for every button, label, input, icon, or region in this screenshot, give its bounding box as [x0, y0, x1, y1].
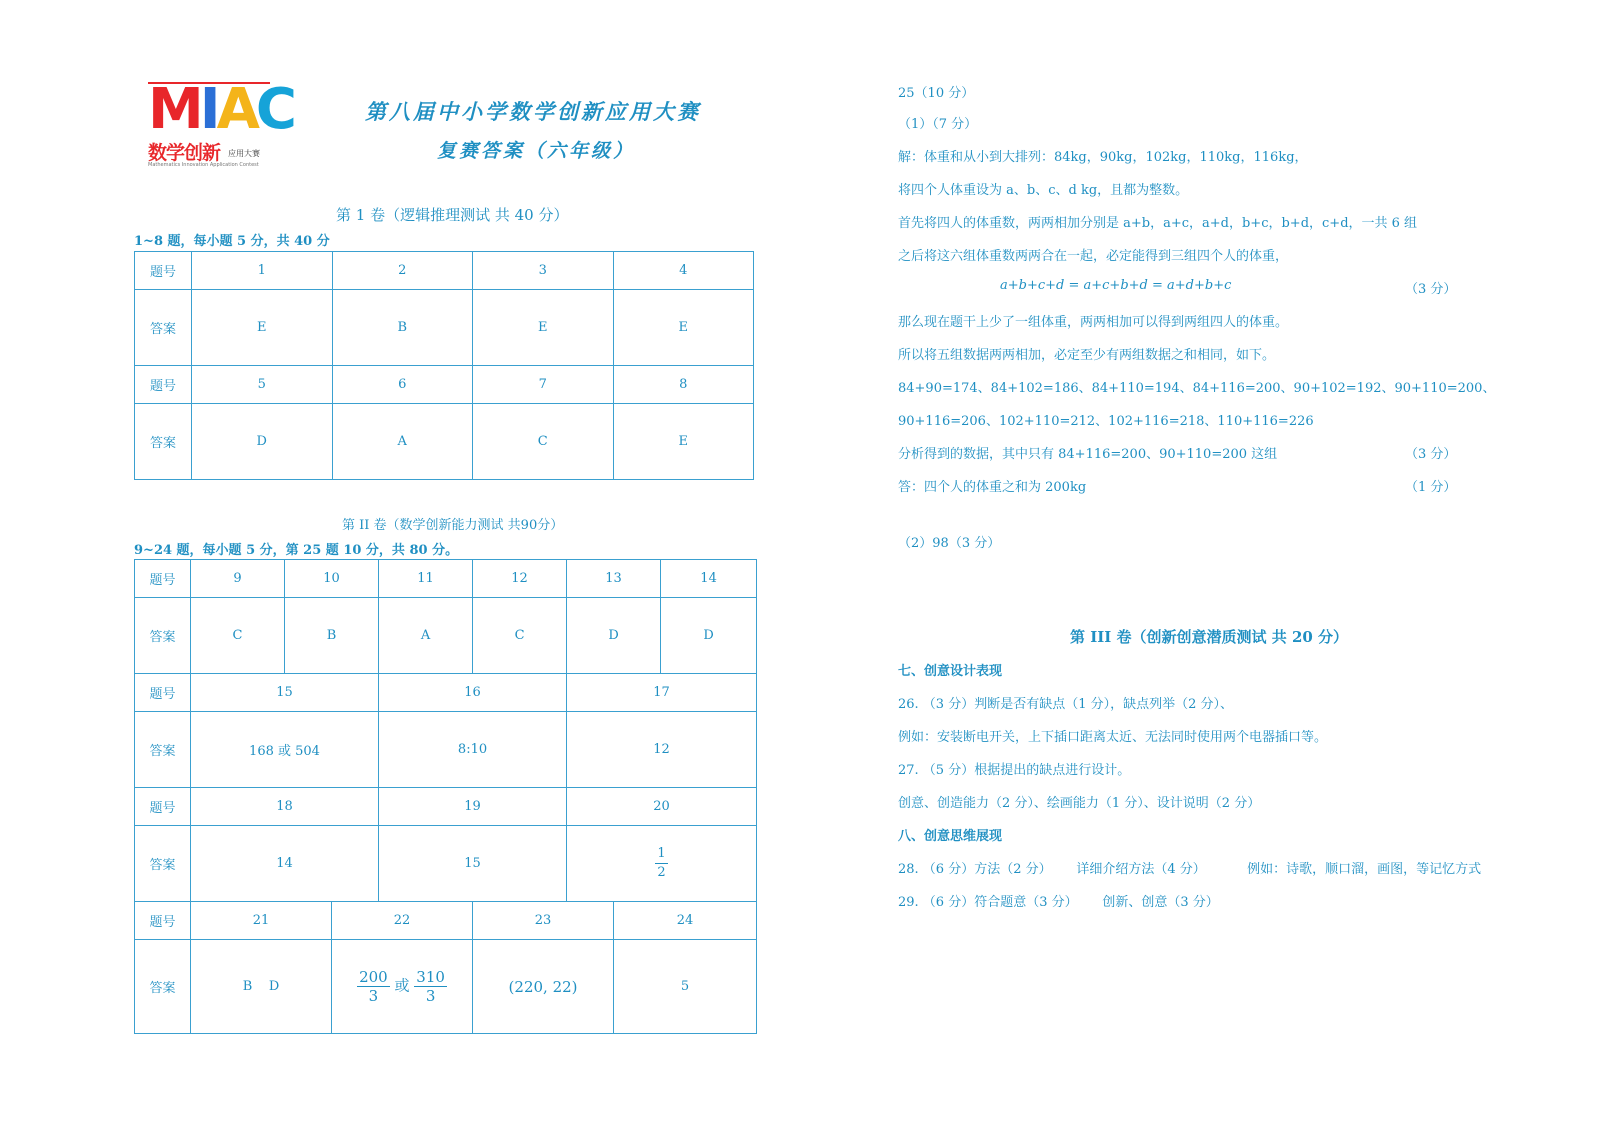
cell-a: B D — [191, 940, 332, 1034]
table-row — [135, 598, 757, 674]
solution-line: 90+116=206、102+110=212、102+116=218、110+116=226 — [898, 414, 1314, 429]
cell-q: 11 — [379, 560, 473, 598]
label-question: 题号 — [135, 902, 191, 940]
cell-q: 8 — [613, 366, 754, 404]
cell-a: D — [661, 598, 757, 674]
answer-line: 例如：安装断电开关，上下插口距离太近、无法同时使用两个电器插口等。 — [898, 730, 1328, 745]
label-question: 题号 — [135, 788, 191, 826]
contest-logo — [148, 77, 294, 170]
solution-line: 分析得到的数据，其中只有 84+116=200、90+110=200 这组 — [898, 447, 1278, 462]
table-row — [135, 560, 757, 598]
cell-a: D — [192, 404, 333, 480]
label-question: 题号 — [135, 366, 192, 404]
cell-q: 19 — [379, 788, 567, 826]
cell-q: 13 — [567, 560, 661, 598]
solution-line: 将四个人体重设为 a、b、c、d kg，且都为整数。 — [898, 183, 1189, 198]
answer-line: 26. （3 分）判断是否有缺点（1 分），缺点列举（2 分）、 — [898, 697, 1234, 712]
cell-a: B — [285, 598, 379, 674]
part1-table — [134, 251, 754, 480]
table-row — [135, 826, 757, 902]
cell-a: 8:10 — [379, 712, 567, 788]
answer-line: 29. （6 分）符合题意（3 分） 创新、创意（3 分） — [898, 895, 1219, 910]
table-row — [135, 712, 757, 788]
cell-a-fraction — [332, 940, 473, 1034]
cell-q: 6 — [332, 366, 473, 404]
part3-heading: 第 III 卷（创新创意潜质测试 共 20 分） — [1070, 628, 1349, 646]
page-title: 第八届中小学数学创新应用大赛 — [365, 99, 701, 124]
solution-line: 解：体重和从小到大排列：84kg，90kg，102kg，110kg，116kg， — [898, 150, 1308, 165]
cell-q: 20 — [567, 788, 757, 826]
cell-a: C — [191, 598, 285, 674]
cell-a: E — [613, 290, 754, 366]
cell-q: 9 — [191, 560, 285, 598]
label-answer: 答案 — [135, 940, 191, 1034]
numerator: 310 — [416, 968, 445, 986]
label-question: 题号 — [135, 252, 192, 290]
logo-en: Mathematics Innovation Application Contest — [148, 162, 259, 168]
solution-line: 之后将这六组体重数两两合在一起，必定能得到三组四个人的体重， — [898, 249, 1289, 264]
q25-heading: 25（10 分） — [898, 86, 975, 101]
cell-q: 17 — [567, 674, 757, 712]
cell-a: A — [332, 404, 473, 480]
denominator: 3 — [425, 987, 436, 1005]
fraction — [414, 968, 447, 1005]
cell-a-fraction — [567, 826, 757, 902]
table-row — [135, 290, 754, 366]
cell-a: B — [332, 290, 473, 366]
logo-cn-small: 应用大赛 — [228, 149, 260, 158]
cell-a: (220, 22) — [473, 940, 614, 1034]
numerator: 200 — [359, 968, 388, 986]
section-8-heading: 八、创意思维展现 — [898, 829, 1003, 844]
label-answer: 答案 — [135, 404, 192, 480]
part2-subheading: 9~24 题，每小题 5 分，第 25 题 10 分，共 80 分。 — [134, 543, 459, 558]
q25-part2: （2）98（3 分） — [898, 536, 1001, 551]
cell-q: 18 — [191, 788, 379, 826]
solution-line: 首先将四人的体重数，两两相加分别是 a+b，a+c，a+d，b+c，b+d，c+d，一共 6 组 — [898, 216, 1418, 231]
logo-cn: 数学创新 — [148, 142, 221, 164]
answer-line: 创意、创造能力（2 分）、绘画能力（1 分）、设计说明（2 分） — [898, 796, 1261, 811]
label-answer: 答案 — [135, 290, 192, 366]
cell-q: 16 — [379, 674, 567, 712]
label-answer: 答案 — [135, 598, 191, 674]
cell-q: 1 — [192, 252, 333, 290]
cell-q: 4 — [613, 252, 754, 290]
cell-q: 24 — [614, 902, 757, 940]
table-row — [135, 674, 757, 712]
cell-q: 22 — [332, 902, 473, 940]
cell-a: A — [379, 598, 473, 674]
cell-a: 14 — [191, 826, 379, 902]
part1-heading: 第 1 卷（逻辑推理测试 共 40 分） — [336, 206, 569, 224]
part2-heading: 第 II 卷（数学创新能力测试 共90分） — [342, 518, 564, 533]
solution-line: 84+90=174、84+102=186、84+110=194、84+116=200、90+102=192、90+110=200、 — [898, 381, 1496, 396]
cell-q: 15 — [191, 674, 379, 712]
score: （3 分） — [1405, 282, 1457, 297]
denominator: 3 — [368, 987, 379, 1005]
cell-a: D — [567, 598, 661, 674]
cell-a: 5 — [614, 940, 757, 1034]
label-question: 题号 — [135, 674, 191, 712]
answer-line: 28. （6 分）方法（2 分） 详细介绍方法（4 分） 例如：诗歌，顺口溜，画图，等记忆方式 — [898, 862, 1482, 877]
cell-a: E — [473, 290, 614, 366]
table-row — [135, 404, 754, 480]
part2-table — [134, 559, 757, 1034]
cell-q: 3 — [473, 252, 614, 290]
label-answer: 答案 — [135, 712, 191, 788]
table-row — [135, 252, 754, 290]
cell-q: 10 — [285, 560, 379, 598]
cell-a: 168 或 504 — [191, 712, 379, 788]
table-row — [135, 940, 757, 1034]
cell-q: 7 — [473, 366, 614, 404]
q25-part1: （1）（7 分） — [898, 117, 978, 132]
cell-a: E — [613, 404, 754, 480]
cell-a: 12 — [567, 712, 757, 788]
denominator: 2 — [657, 865, 666, 880]
cell-a: 15 — [379, 826, 567, 902]
table-row — [135, 788, 757, 826]
solution-line: 那么现在题干上少了一组体重，两两相加可以得到两组四人的体重。 — [898, 315, 1289, 330]
page-subtitle: 复赛答案（六年级） — [437, 140, 636, 162]
answer-line: 27. （5 分）根据提出的缺点进行设计。 — [898, 763, 1131, 778]
label-question: 题号 — [135, 560, 191, 598]
table-row — [135, 366, 754, 404]
equation: a+b+c+d = a+c+b+d = a+d+b+c — [1000, 278, 1232, 293]
logo-mark: MIAC — [148, 77, 294, 142]
cell-q: 2 — [332, 252, 473, 290]
cell-q: 21 — [191, 902, 332, 940]
cell-q: 23 — [473, 902, 614, 940]
section-7-heading: 七、创意设计表现 — [898, 664, 1003, 679]
score: （1 分） — [1405, 480, 1457, 495]
cell-q: 12 — [473, 560, 567, 598]
table-row — [135, 902, 757, 940]
cell-q: 14 — [661, 560, 757, 598]
fraction — [357, 968, 390, 1005]
numerator: 1 — [655, 845, 667, 864]
cell-a: C — [473, 598, 567, 674]
or-text: 或 — [394, 976, 410, 995]
solution-line: 所以将五组数据两两相加，必定至少有两组数据之和相同，如下。 — [898, 348, 1276, 363]
cell-a: E — [192, 290, 333, 366]
cell-q: 5 — [192, 366, 333, 404]
score: （3 分） — [1405, 447, 1457, 462]
solution-answer: 答：四个人的体重之和为 200kg — [898, 480, 1087, 495]
cell-a: C — [473, 404, 614, 480]
fraction — [655, 845, 667, 882]
part1-subheading: 1~8 题，每小题 5 分，共 40 分 — [134, 234, 330, 249]
label-answer: 答案 — [135, 826, 191, 902]
